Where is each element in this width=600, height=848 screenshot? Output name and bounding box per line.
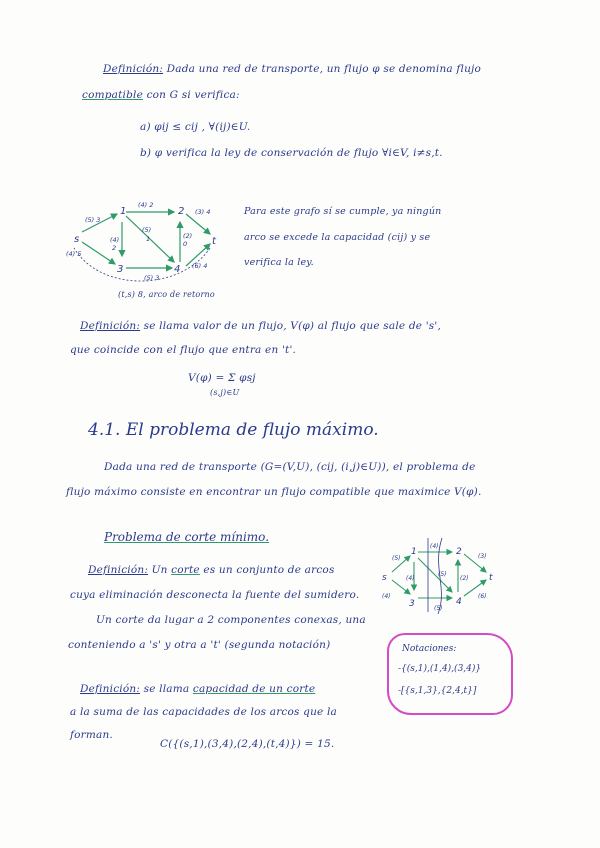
def3-label: Definición:: [88, 564, 149, 576]
def2-line2: que coincide con el flujo que entra en 't'.: [70, 344, 297, 356]
notes-line1: -{(s,1),(1,4),(3,4)}: [398, 664, 482, 674]
def4-line1: [80, 683, 315, 695]
svg-text:(6) 4: (6) 4: [192, 262, 208, 270]
def2-text: se llama valor de un flujo, V(φ) al flujo que sale de 's',: [143, 320, 442, 332]
def4-word: capacidad de un corte: [192, 683, 316, 695]
svg-text:(4) 5: (4) 5: [66, 250, 82, 258]
svg-text:(5): (5): [438, 571, 447, 578]
def2-formula-sub: (s,j)∈U: [210, 388, 240, 397]
def1-line2: [82, 89, 240, 101]
svg-text:2: 2: [112, 244, 117, 252]
def3-line2: cuya eliminación desconecta la fuente del sumidero.: [70, 589, 360, 601]
intro-line1: Dada una red de transporte (G=(V,U), (cij, (i,j)∈U)), el problema de: [104, 461, 476, 473]
svg-text:(4): (4): [406, 575, 415, 582]
graph1-note1: Para este grafo sí se cumple, ya ningún: [244, 206, 442, 217]
svg-text:t: t: [489, 573, 493, 583]
def4-line2: a la suma de las capacidades de los arcos que la: [70, 706, 338, 718]
def2-formula: V(φ) = Σ φsj: [188, 372, 256, 384]
section-title: 4.1. El problema de flujo máximo.: [88, 420, 379, 440]
node-3: 3: [117, 264, 124, 275]
svg-text:0: 0: [183, 240, 188, 248]
def4-line3: forman.: [70, 729, 113, 741]
subsection-title: Problema de corte mínimo.: [104, 530, 270, 544]
notes-line2: -[{s,1,3},{2,4,t}]: [398, 686, 477, 696]
svg-text:1: 1: [411, 547, 417, 557]
svg-text:1: 1: [146, 235, 151, 243]
svg-text:(5): (5): [392, 555, 401, 562]
svg-text:(3) 4: (3) 4: [195, 208, 211, 216]
def1-cond-a: a) φij ≤ cij , ∀(ij)∈U.: [140, 121, 251, 133]
flow-graph-1: [60, 192, 230, 302]
svg-text:(4): (4): [110, 236, 120, 244]
svg-text:3: 3: [409, 599, 415, 609]
svg-text:(3): (3): [478, 553, 487, 560]
def1-line1: [103, 63, 481, 75]
graph1-note2: arco se excede la capacidad (cij) y se: [244, 232, 431, 243]
def2-label: Definición:: [80, 320, 141, 332]
def3-line1: [88, 564, 335, 576]
svg-text:(5): (5): [434, 605, 443, 612]
def3-word: corte: [171, 564, 200, 576]
svg-text:(5) 3: (5) 3: [144, 274, 160, 282]
def1-text: Dada una red de transporte, un flujo φ se denomina flujo: [166, 63, 482, 75]
def1-compatible: compatible: [82, 89, 144, 101]
flow-graph-2: [378, 538, 508, 618]
svg-text:(4): (4): [382, 593, 391, 600]
def4-formula: C({(s,1),(3,4),(2,4),(t,4)}) = 15.: [160, 738, 335, 750]
def3-line4: conteniendo a 's' y otra a 't' (segunda notación): [68, 639, 331, 651]
def4-pre: se llama: [143, 683, 190, 695]
def3-post: es un conjunto de arcos: [203, 564, 335, 576]
def2-line1: [80, 320, 441, 332]
node-4: 4: [174, 264, 181, 275]
def1-label: Definición:: [103, 63, 164, 75]
node-1: 1: [120, 206, 127, 217]
def3-line3: Un corte da lugar a 2 componentes conexas, una: [96, 614, 366, 626]
svg-text:(5): (5): [142, 226, 152, 234]
svg-text:(4): (4): [430, 543, 439, 550]
node-t: t: [212, 236, 216, 247]
def3-pre: Un: [151, 564, 168, 576]
svg-text:2: 2: [456, 547, 462, 557]
graph1-note3: verifica la ley.: [244, 257, 314, 268]
def1-line2-rest: con G si verifica:: [146, 89, 240, 101]
svg-text:(6): (6): [478, 593, 487, 600]
svg-text:(5) 3: (5) 3: [85, 216, 101, 224]
svg-text:4: 4: [456, 597, 462, 607]
svg-text:(4) 2: (4) 2: [138, 201, 154, 209]
graph1-caption: (t,s) 8, arco de retorno: [118, 290, 215, 299]
def4-label: Definición:: [80, 683, 141, 695]
node-2: 2: [178, 206, 185, 217]
def1-cond-b: b) φ verifica la ley de conservación de flujo ∀i∈V, i≠s,t.: [140, 147, 443, 159]
intro-line2: flujo máximo consiste en encontrar un flujo compatible que maximice V(φ).: [66, 486, 482, 498]
notes-title: Notaciones:: [402, 644, 457, 654]
svg-text:(2): (2): [460, 575, 469, 582]
node-s: s: [74, 234, 80, 245]
svg-text:s: s: [382, 573, 387, 583]
svg-text:(2): (2): [183, 232, 193, 240]
